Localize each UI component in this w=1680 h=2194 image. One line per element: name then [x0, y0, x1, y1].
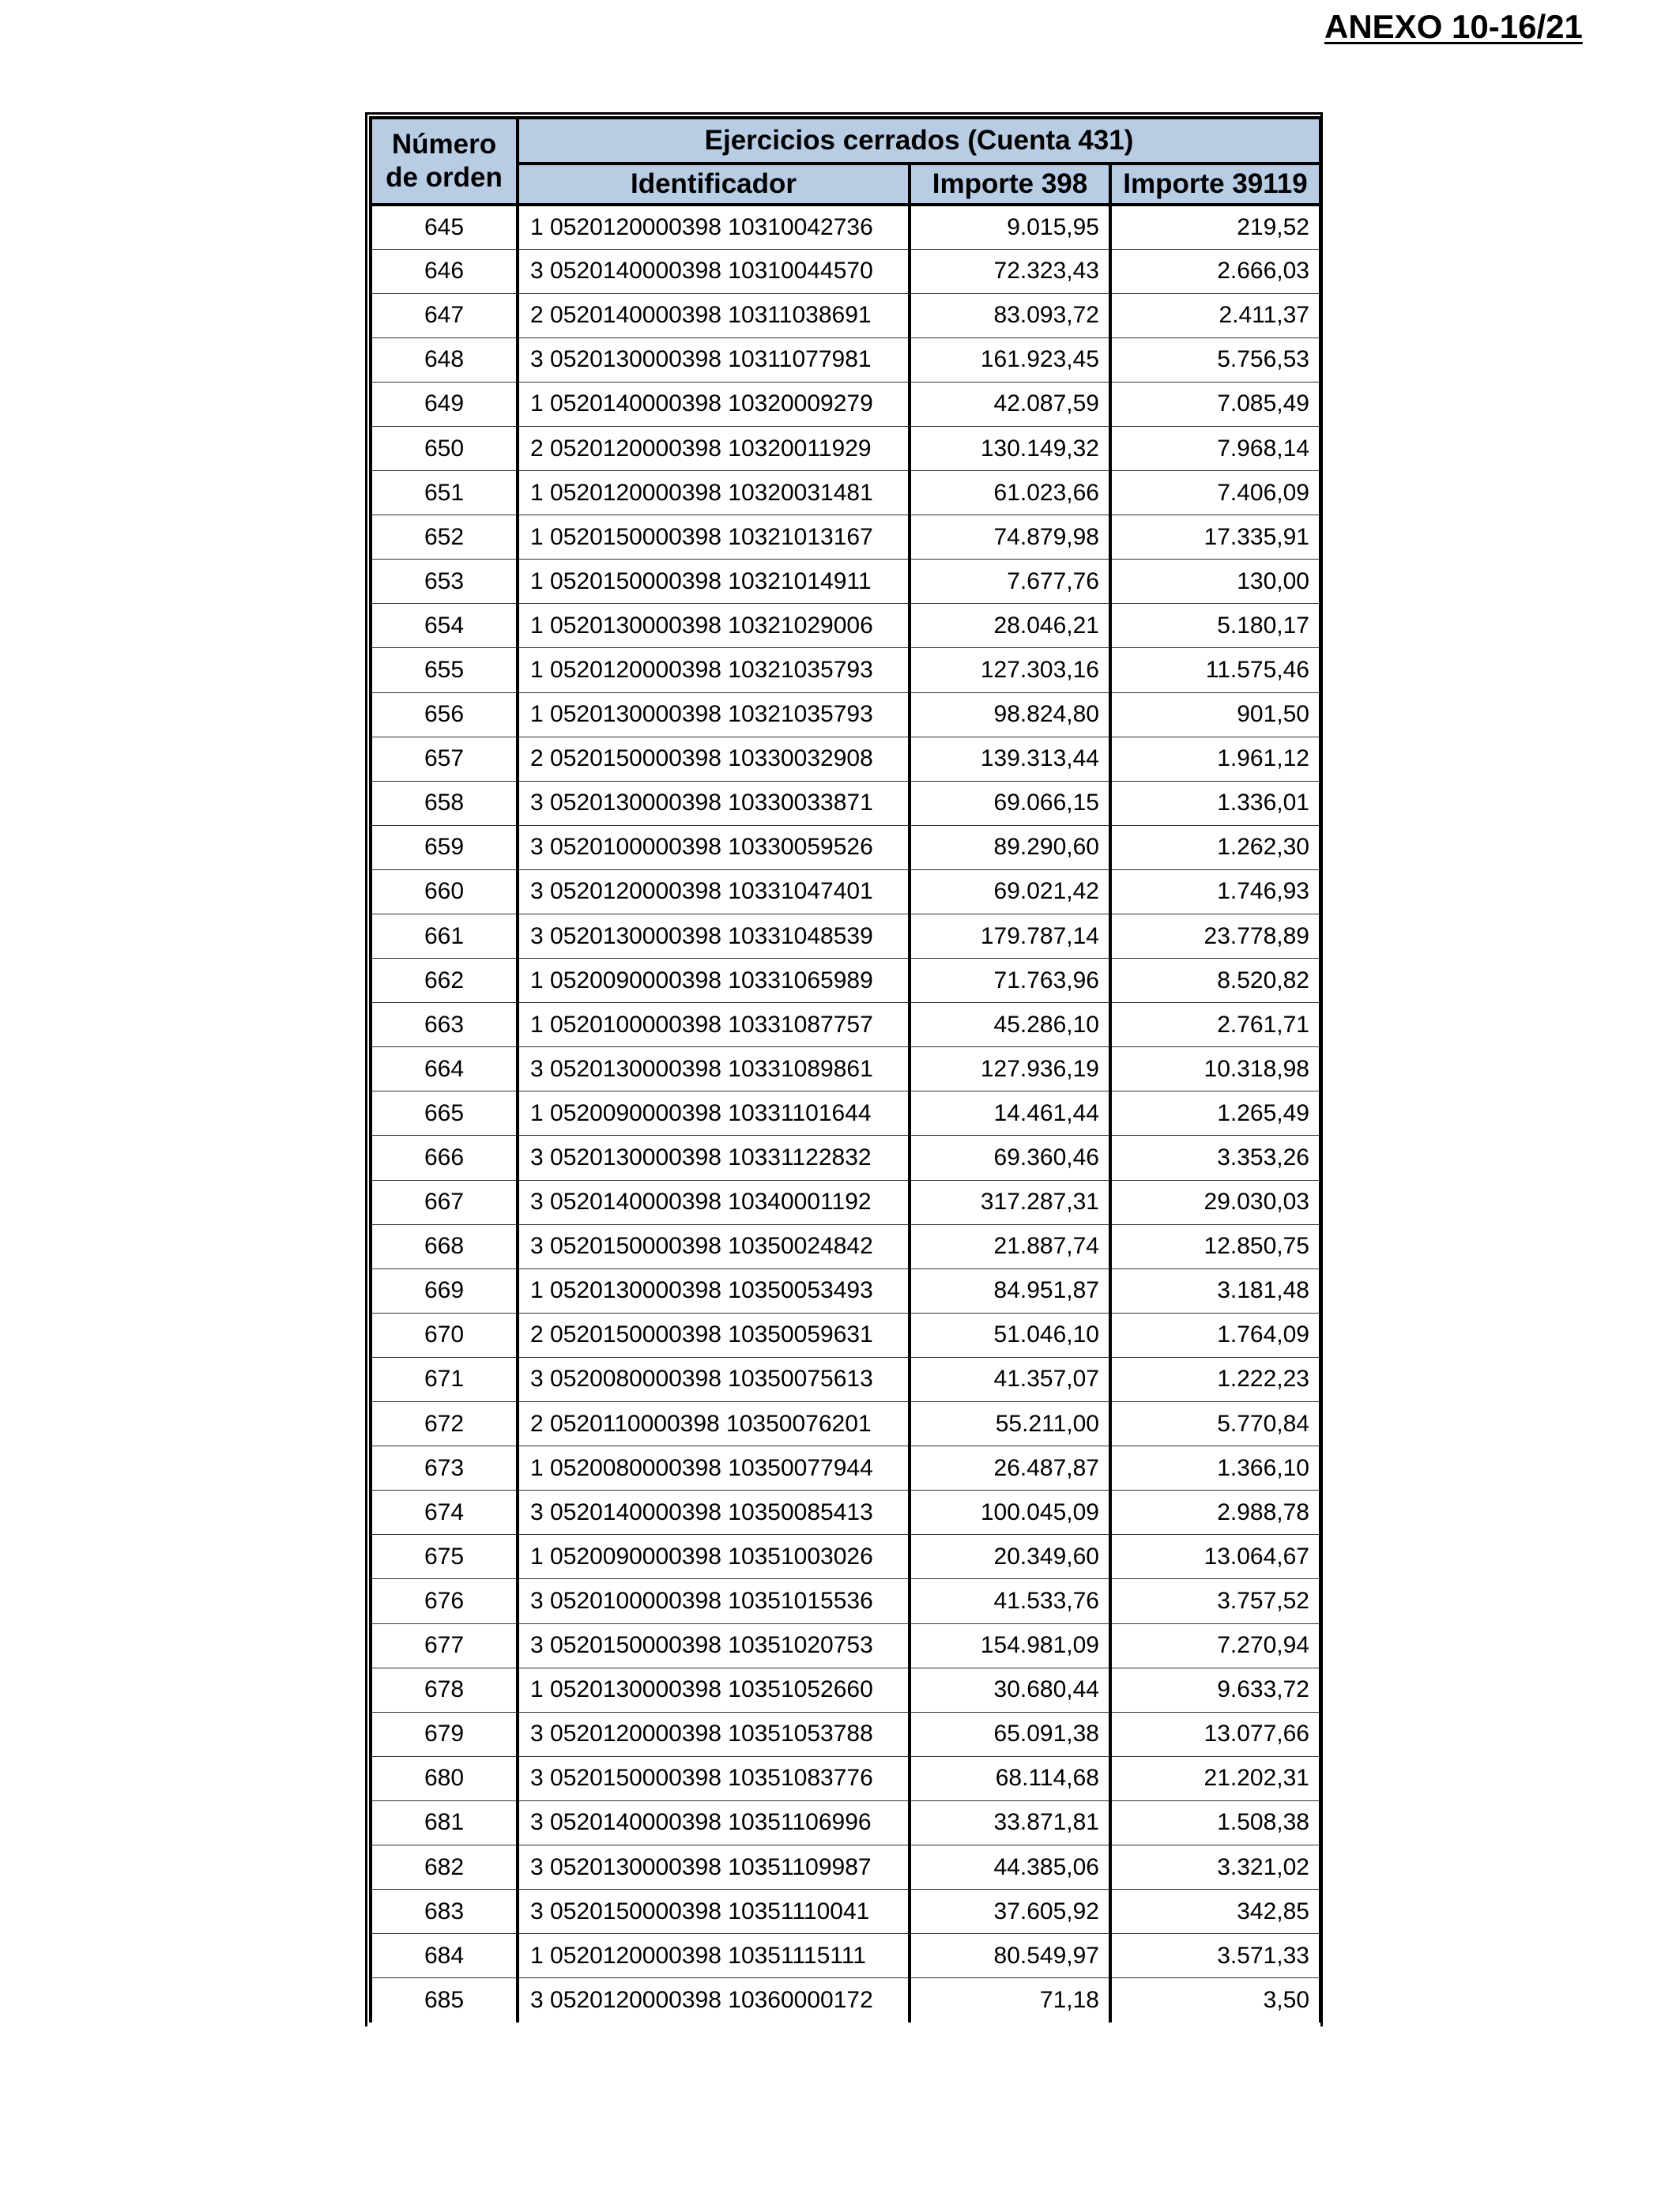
- cell-importe-39119: 13.064,67: [1110, 1535, 1320, 1579]
- cell-numero-orden: 674: [371, 1491, 518, 1535]
- cell-importe-398: 42.087,59: [910, 382, 1110, 426]
- annex-title: ANEXO 10-16/21: [1324, 8, 1583, 45]
- cell-identificador: 1 0520130000398 10350053493: [518, 1269, 910, 1313]
- table-row: [371, 1623, 1320, 1668]
- cell-identificador: 3 0520130000398 10351109987: [518, 1845, 910, 1889]
- cell-numero-orden: 646: [371, 249, 518, 293]
- cell-importe-398: 69.360,46: [910, 1136, 1110, 1180]
- cell-importe-398: 71,18: [910, 1978, 1110, 2022]
- cell-importe-39119: 1.265,49: [1110, 1091, 1320, 1136]
- table-body: [371, 205, 1320, 2022]
- cell-importe-398: 69.066,15: [910, 781, 1110, 825]
- cell-importe-398: 65.091,38: [910, 1712, 1110, 1756]
- cell-importe-39119: 219,52: [1110, 205, 1320, 249]
- cell-importe-39119: 2.411,37: [1110, 293, 1320, 337]
- cell-numero-orden: 649: [371, 382, 518, 426]
- cell-numero-orden: 665: [371, 1091, 518, 1136]
- table-row: [371, 1845, 1320, 1889]
- table-row: [371, 825, 1320, 869]
- table-row: [371, 515, 1320, 560]
- cell-identificador: 1 0520130000398 10351052660: [518, 1668, 910, 1712]
- cell-identificador: 3 0520120000398 10351053788: [518, 1712, 910, 1756]
- cell-importe-398: 179.787,14: [910, 914, 1110, 959]
- table-row: [371, 1357, 1320, 1401]
- cell-importe-39119: 5.180,17: [1110, 604, 1320, 648]
- cell-importe-39119: 23.778,89: [1110, 914, 1320, 959]
- cell-numero-orden: 668: [371, 1224, 518, 1269]
- cell-importe-398: 139.313,44: [910, 737, 1110, 781]
- cell-importe-398: 41.533,76: [910, 1579, 1110, 1623]
- cell-identificador: 3 0520150000398 10351110041: [518, 1890, 910, 1934]
- cell-numero-orden: 648: [371, 337, 518, 382]
- cell-identificador: 3 0520140000398 10340001192: [518, 1180, 910, 1224]
- table-row: [371, 337, 1320, 382]
- cell-numero-orden: 685: [371, 1978, 518, 2022]
- table-row: [371, 1313, 1320, 1357]
- cell-numero-orden: 672: [371, 1402, 518, 1446]
- cell-importe-398: 7.677,76: [910, 560, 1110, 604]
- header-orden-line2: de orden: [386, 162, 503, 193]
- cell-identificador: 1 0520130000398 10321035793: [518, 692, 910, 737]
- cell-importe-398: 28.046,21: [910, 604, 1110, 648]
- cell-importe-39119: 11.575,46: [1110, 648, 1320, 692]
- table-row: [371, 1579, 1320, 1623]
- cell-importe-39119: 8.520,82: [1110, 959, 1320, 1003]
- cell-numero-orden: 670: [371, 1313, 518, 1357]
- cell-importe-398: 61.023,66: [910, 471, 1110, 515]
- cell-importe-39119: 3.571,33: [1110, 1934, 1320, 1978]
- cell-identificador: 2 0520150000398 10330032908: [518, 737, 910, 781]
- cell-identificador: 2 0520120000398 10320011929: [518, 426, 910, 470]
- cell-numero-orden: 660: [371, 869, 518, 914]
- cell-importe-39119: 5.756,53: [1110, 337, 1320, 382]
- cell-numero-orden: 681: [371, 1800, 518, 1845]
- table-row: [371, 604, 1320, 648]
- cell-importe-398: 30.680,44: [910, 1668, 1110, 1712]
- cell-numero-orden: 675: [371, 1535, 518, 1579]
- cell-identificador: 1 0520090000398 10331101644: [518, 1091, 910, 1136]
- cell-importe-39119: 1.764,09: [1110, 1313, 1320, 1357]
- cell-numero-orden: 654: [371, 604, 518, 648]
- cell-identificador: 1 0520140000398 10320009279: [518, 382, 910, 426]
- cell-importe-39119: 1.262,30: [1110, 825, 1320, 869]
- cell-numero-orden: 669: [371, 1269, 518, 1313]
- cell-numero-orden: 678: [371, 1668, 518, 1712]
- cell-numero-orden: 682: [371, 1845, 518, 1889]
- cell-importe-39119: 7.085,49: [1110, 382, 1320, 426]
- cell-importe-398: 44.385,06: [910, 1845, 1110, 1889]
- cell-numero-orden: 676: [371, 1579, 518, 1623]
- cell-importe-39119: 12.850,75: [1110, 1224, 1320, 1269]
- cell-importe-39119: 21.202,31: [1110, 1756, 1320, 1800]
- cell-importe-398: 154.981,09: [910, 1623, 1110, 1668]
- table-row: [371, 1535, 1320, 1579]
- table-row: [371, 648, 1320, 692]
- table-row: [371, 1446, 1320, 1491]
- cell-numero-orden: 651: [371, 471, 518, 515]
- cell-identificador: 3 0520100000398 10351015536: [518, 1579, 910, 1623]
- cell-importe-398: 80.549,97: [910, 1934, 1110, 1978]
- table-row: [371, 1800, 1320, 1845]
- cell-importe-398: 130.149,32: [910, 426, 1110, 470]
- cell-importe-39119: 3.181,48: [1110, 1269, 1320, 1313]
- cell-identificador: 3 0520140000398 10310044570: [518, 249, 910, 293]
- cell-numero-orden: 663: [371, 1003, 518, 1047]
- cell-importe-39119: 342,85: [1110, 1890, 1320, 1934]
- cell-identificador: 3 0520150000398 10350024842: [518, 1224, 910, 1269]
- cell-identificador: 3 0520120000398 10331047401: [518, 869, 910, 914]
- cell-importe-39119: 13.077,66: [1110, 1712, 1320, 1756]
- header-identificador: Identificador: [518, 164, 910, 205]
- cell-importe-39119: 17.335,91: [1110, 515, 1320, 560]
- cell-identificador: 1 0520120000398 10320031481: [518, 471, 910, 515]
- cell-importe-39119: 7.968,14: [1110, 426, 1320, 470]
- cell-importe-398: 45.286,10: [910, 1003, 1110, 1047]
- table-row: [371, 205, 1320, 249]
- cell-importe-39119: 1.222,23: [1110, 1357, 1320, 1401]
- table-row: [371, 1224, 1320, 1269]
- table-row: [371, 1978, 1320, 2022]
- cell-numero-orden: 655: [371, 648, 518, 692]
- cell-importe-398: 84.951,87: [910, 1269, 1110, 1313]
- cell-importe-39119: 3,50: [1110, 1978, 1320, 2022]
- cell-identificador: 2 0520140000398 10311038691: [518, 293, 910, 337]
- cell-numero-orden: 657: [371, 737, 518, 781]
- header-group-ejercicios-cerrados: Ejercicios cerrados (Cuenta 431): [518, 118, 1320, 164]
- cell-importe-398: 72.323,43: [910, 249, 1110, 293]
- cell-identificador: 3 0520080000398 10350075613: [518, 1357, 910, 1401]
- cell-importe-398: 9.015,95: [910, 205, 1110, 249]
- cell-importe-398: 14.461,44: [910, 1091, 1110, 1136]
- table-row: [371, 471, 1320, 515]
- cell-identificador: 1 0520090000398 10351003026: [518, 1535, 910, 1579]
- cell-numero-orden: 664: [371, 1047, 518, 1091]
- table-row: [371, 249, 1320, 293]
- cell-numero-orden: 645: [371, 205, 518, 249]
- cell-importe-398: 20.349,60: [910, 1535, 1110, 1579]
- cell-importe-39119: 7.270,94: [1110, 1623, 1320, 1668]
- cell-importe-398: 98.824,80: [910, 692, 1110, 737]
- cell-importe-39119: 1.366,10: [1110, 1446, 1320, 1491]
- cell-numero-orden: 671: [371, 1357, 518, 1401]
- cell-numero-orden: 658: [371, 781, 518, 825]
- cell-identificador: 2 0520110000398 10350076201: [518, 1402, 910, 1446]
- table-row: [371, 914, 1320, 959]
- cell-importe-398: 127.936,19: [910, 1047, 1110, 1091]
- cell-numero-orden: 661: [371, 914, 518, 959]
- header-orden-line1: Número: [391, 129, 497, 160]
- cell-importe-39119: 1.746,93: [1110, 869, 1320, 914]
- cell-importe-39119: 1.961,12: [1110, 737, 1320, 781]
- cell-identificador: 1 0520130000398 10321029006: [518, 604, 910, 648]
- cell-importe-398: 51.046,10: [910, 1313, 1110, 1357]
- table-row: [371, 426, 1320, 470]
- cell-numero-orden: 652: [371, 515, 518, 560]
- cell-importe-39119: 2.666,03: [1110, 249, 1320, 293]
- cell-importe-39119: 3.757,52: [1110, 1579, 1320, 1623]
- cell-importe-398: 69.021,42: [910, 869, 1110, 914]
- cell-importe-39119: 29.030,03: [1110, 1180, 1320, 1224]
- cell-identificador: 1 0520080000398 10350077944: [518, 1446, 910, 1491]
- cell-identificador: 3 0520150000398 10351083776: [518, 1756, 910, 1800]
- table-row: [371, 1934, 1320, 1978]
- cell-importe-39119: 130,00: [1110, 560, 1320, 604]
- cell-importe-398: 83.093,72: [910, 293, 1110, 337]
- cell-importe-398: 33.871,81: [910, 1800, 1110, 1845]
- cell-identificador: 1 0520090000398 10331065989: [518, 959, 910, 1003]
- cell-importe-39119: 901,50: [1110, 692, 1320, 737]
- cell-importe-39119: 10.318,98: [1110, 1047, 1320, 1091]
- cell-identificador: 2 0520150000398 10350059631: [518, 1313, 910, 1357]
- cell-numero-orden: 647: [371, 293, 518, 337]
- table-row: [371, 1091, 1320, 1136]
- cell-importe-398: 161.923,45: [910, 337, 1110, 382]
- cell-identificador: 3 0520130000398 10330033871: [518, 781, 910, 825]
- cell-importe-398: 26.487,87: [910, 1446, 1110, 1491]
- cell-numero-orden: 659: [371, 825, 518, 869]
- cell-importe-398: 41.357,07: [910, 1357, 1110, 1401]
- cell-numero-orden: 667: [371, 1180, 518, 1224]
- cell-importe-39119: 7.406,09: [1110, 471, 1320, 515]
- table-row: [371, 1003, 1320, 1047]
- cell-importe-398: 317.287,31: [910, 1180, 1110, 1224]
- cell-numero-orden: 677: [371, 1623, 518, 1668]
- cell-importe-39119: 3.353,26: [1110, 1136, 1320, 1180]
- cell-identificador: 3 0520100000398 10330059526: [518, 825, 910, 869]
- cell-importe-398: 68.114,68: [910, 1756, 1110, 1800]
- table-row: [371, 692, 1320, 737]
- cell-importe-39119: 1.336,01: [1110, 781, 1320, 825]
- table-row: [371, 959, 1320, 1003]
- cell-importe-39119: 9.633,72: [1110, 1668, 1320, 1712]
- table-row: [371, 1269, 1320, 1313]
- cell-identificador: 1 0520120000398 10351115111: [518, 1934, 910, 1978]
- cell-numero-orden: 683: [371, 1890, 518, 1934]
- header-numero-de-orden: [371, 118, 518, 205]
- table-row: [371, 1890, 1320, 1934]
- cell-importe-398: 89.290,60: [910, 825, 1110, 869]
- cell-numero-orden: 673: [371, 1446, 518, 1491]
- table-row: [371, 1668, 1320, 1712]
- header-importe-39119: Importe 39119: [1110, 164, 1320, 205]
- cell-identificador: 3 0520130000398 10331048539: [518, 914, 910, 959]
- cell-importe-398: 21.887,74: [910, 1224, 1110, 1269]
- cell-numero-orden: 662: [371, 959, 518, 1003]
- table-row: [371, 293, 1320, 337]
- cell-identificador: 3 0520140000398 10350085413: [518, 1491, 910, 1535]
- cell-importe-398: 127.303,16: [910, 648, 1110, 692]
- table-row: [371, 1491, 1320, 1535]
- table-row: [371, 560, 1320, 604]
- table-row: [371, 1756, 1320, 1800]
- cell-numero-orden: 653: [371, 560, 518, 604]
- cell-identificador: 3 0520120000398 10360000172: [518, 1978, 910, 2022]
- cell-identificador: 3 0520130000398 10331122832: [518, 1136, 910, 1180]
- cell-numero-orden: 656: [371, 692, 518, 737]
- cell-importe-398: 37.605,92: [910, 1890, 1110, 1934]
- cell-importe-39119: 3.321,02: [1110, 1845, 1320, 1889]
- cell-importe-39119: 1.508,38: [1110, 1800, 1320, 1845]
- cell-identificador: 3 0520140000398 10351106996: [518, 1800, 910, 1845]
- cell-numero-orden: 684: [371, 1934, 518, 1978]
- cell-identificador: 3 0520130000398 10331089861: [518, 1047, 910, 1091]
- cell-identificador: 1 0520120000398 10321035793: [518, 648, 910, 692]
- table-row: [371, 1402, 1320, 1446]
- cell-importe-398: 71.763,96: [910, 959, 1110, 1003]
- cell-identificador: 3 0520150000398 10351020753: [518, 1623, 910, 1668]
- cell-numero-orden: 650: [371, 426, 518, 470]
- cell-identificador: 1 0520150000398 10321014911: [518, 560, 910, 604]
- cell-identificador: 1 0520100000398 10331087757: [518, 1003, 910, 1047]
- table-row: [371, 1047, 1320, 1091]
- cell-numero-orden: 679: [371, 1712, 518, 1756]
- cell-importe-398: 74.879,98: [910, 515, 1110, 560]
- cell-importe-39119: 5.770,84: [1110, 1402, 1320, 1446]
- cell-importe-398: 100.045,09: [910, 1491, 1110, 1535]
- cell-importe-39119: 2.988,78: [1110, 1491, 1320, 1535]
- cell-importe-39119: 2.761,71: [1110, 1003, 1320, 1047]
- cell-numero-orden: 666: [371, 1136, 518, 1180]
- header-importe-398: Importe 398: [910, 164, 1110, 205]
- cell-identificador: 3 0520130000398 10311077981: [518, 337, 910, 382]
- cell-numero-orden: 680: [371, 1756, 518, 1800]
- table-row: [371, 1136, 1320, 1180]
- cell-identificador: 1 0520120000398 10310042736: [518, 205, 910, 249]
- cell-identificador: 1 0520150000398 10321013167: [518, 515, 910, 560]
- ejercicios-cerrados-table: [369, 116, 1322, 2022]
- table-row: [371, 1180, 1320, 1224]
- table-row: [371, 781, 1320, 825]
- table-row: [371, 382, 1320, 426]
- table-row: [371, 1712, 1320, 1756]
- cell-importe-398: 55.211,00: [910, 1402, 1110, 1446]
- table-row: [371, 737, 1320, 781]
- table-row: [371, 869, 1320, 914]
